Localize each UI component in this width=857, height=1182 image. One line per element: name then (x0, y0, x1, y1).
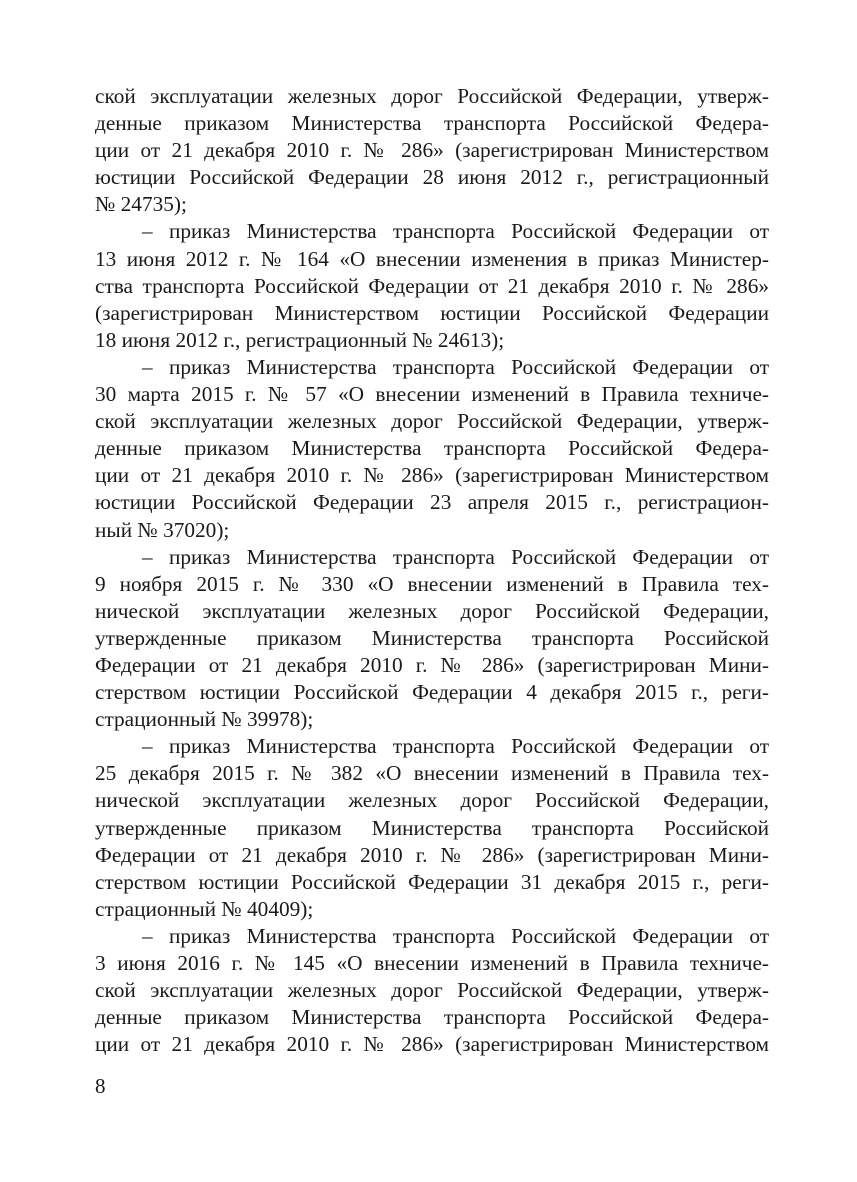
text-line: юстиции Российской Федерации 23 апреля 2015 г., регистрацион- (95, 490, 769, 515)
text-line: денные приказом Министерства транспорта Российской Федера- (95, 111, 769, 136)
text-line: стерством юстиции Российской Федерации 4 декабря 2015 г., реги- (95, 680, 769, 705)
text-line: № 24735); (95, 192, 187, 217)
text-line: Федерации от 21 декабря 2010 г. № 286» (зарегистрирован Мини- (95, 652, 769, 677)
text-line: нической эксплуатации железных дорог Российской Федерации, (95, 788, 769, 813)
text-line: ства транспорта Российской Федерации от 21 декабря 2010 г. № 286» (95, 273, 769, 298)
text-line: 13 июня 2012 г. № 164 «О внесении изменения в приказ Министер- (95, 246, 769, 271)
text-line: ской эксплуатации железных дорог Российской Федерации, утверж- (95, 84, 769, 108)
text-line: денные приказом Министерства транспорта Российской Федера- (95, 1005, 769, 1030)
text-line: (зарегистрирован Министерством юстиции Российской Федерации (95, 300, 769, 325)
paragraph (95, 544, 769, 734)
text-line: – приказ Министерства транспорта Российской Федерации от (142, 544, 769, 569)
paragraph (95, 733, 769, 923)
text-line: юстиции Российской Федерации 28 июня 2012 г., регистрационный (95, 165, 769, 190)
text-line: ции от 21 декабря 2010 г. № 286» (зарегистрирован Министерством (95, 138, 769, 163)
text-line: ный № 37020); (95, 517, 230, 542)
text-line: стерством юстиции Российской Федерации 31 декабря 2015 г., реги- (95, 869, 769, 894)
text-line: денные приказом Министерства транспорта Российской Федера- (95, 436, 769, 461)
document-body (95, 83, 769, 1058)
text-line: страционный № 39978); (95, 707, 314, 732)
text-line: 3 июня 2016 г. № 145 «О внесении изменений в Правила техниче- (95, 951, 769, 975)
text-line: страционный № 40409); (95, 896, 314, 921)
page-number: 8 (95, 1074, 106, 1098)
text-line: нической эксплуатации железных дорог Российской Федерации, (95, 598, 769, 623)
text-line: 30 марта 2015 г. № 57 «О внесении изменений в Правила техниче- (95, 382, 769, 407)
text-line: ции от 21 декабря 2010 г. № 286» (зарегистрирован Министерством (95, 1032, 769, 1057)
text-line: ской эксплуатации железных дорог Российской Федерации, утверж- (95, 409, 769, 434)
text-line: – приказ Министерства транспорта Российской Федерации от (142, 354, 769, 379)
text-line: ской эксплуатации железных дорог Российской Федерации, утверж- (95, 978, 769, 1003)
paragraph (95, 354, 769, 544)
text-line: Федерации от 21 декабря 2010 г. № 286» (зарегистрирован Мини- (95, 842, 769, 867)
text-line: утвержденные приказом Министерства транспорта Российской (95, 815, 769, 840)
paragraph (95, 83, 769, 218)
text-line: – приказ Министерства транспорта Российской Федерации от (142, 734, 769, 759)
text-line: 25 декабря 2015 г. № 382 «О внесении изменений в Правила тех- (95, 761, 769, 786)
text-line: 18 июня 2012 г., регистрационный № 24613); (95, 327, 505, 352)
text-line: утвержденные приказом Министерства транспорта Российской (95, 625, 769, 650)
paragraph (95, 923, 769, 1058)
text-line: ции от 21 декабря 2010 г. № 286» (зарегистрирован Министерством (95, 463, 769, 488)
paragraph (95, 218, 769, 353)
text-line: 9 ноября 2015 г. № 330 «О внесении изменений в Правила тех- (95, 571, 769, 596)
text-line: – приказ Министерства транспорта Российской Федерации от (142, 923, 769, 948)
text-line: – приказ Министерства транспорта Российской Федерации от (142, 219, 769, 244)
